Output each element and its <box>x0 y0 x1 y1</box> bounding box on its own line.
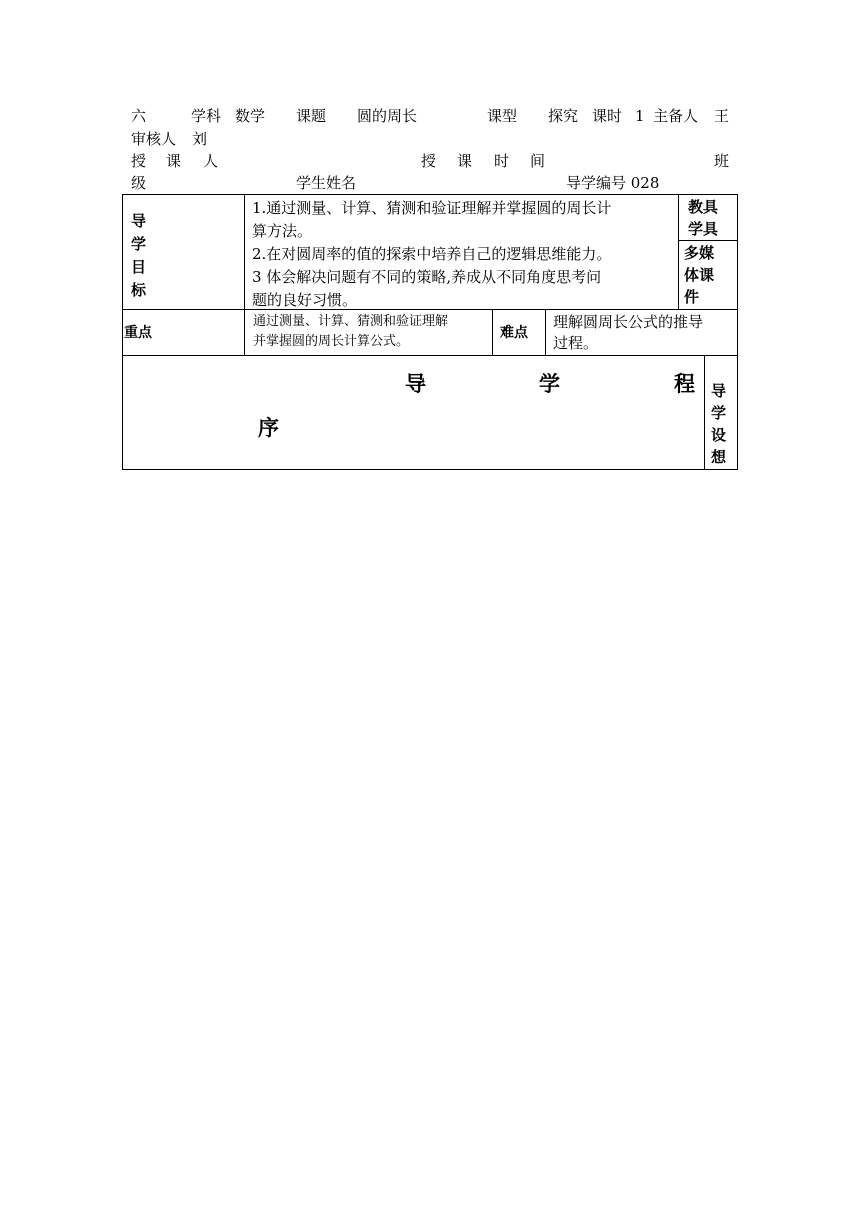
class-char-2: 级 <box>131 174 147 192</box>
media-label <box>684 242 714 308</box>
row2-divider-a <box>244 309 245 356</box>
goal-3-line-2: 题的良好习惯。 <box>252 291 358 309</box>
table-border-left <box>122 194 123 470</box>
goal-2: 2.在对圆周率的值的探索中培养自己的逻辑思维能力。 <box>252 245 612 263</box>
goals-label-char: 目 <box>131 258 147 276</box>
row1-divider-b <box>678 194 679 309</box>
table-border-right <box>737 194 738 470</box>
tools-divider <box>678 240 738 241</box>
time-char-3: 时 <box>494 152 510 170</box>
media-label-line: 件 <box>684 288 700 306</box>
reviewer-value: 刘 <box>192 130 208 148</box>
design-label-char: 导 <box>711 382 727 400</box>
grade: 六 <box>131 107 147 125</box>
teacher-char-3: 人 <box>203 152 219 170</box>
row2-divider-c <box>545 309 546 356</box>
row2-bottom <box>122 355 738 356</box>
media-label-line: 多媒 <box>684 244 715 262</box>
process-title-char-3: 程 <box>674 372 695 396</box>
goal-1-line-2: 算方法。 <box>252 222 313 240</box>
row3-divider <box>704 355 705 470</box>
tools-label-line: 学具 <box>688 220 719 238</box>
key-point-text <box>253 312 448 352</box>
table-border-top <box>122 194 738 195</box>
media-label-line: 体课 <box>684 266 715 284</box>
topic-value: 圆的周长 <box>357 107 418 125</box>
design-label-char: 设 <box>711 426 727 444</box>
time-char-1: 授 <box>421 152 437 170</box>
design-label <box>711 380 726 468</box>
design-label-char: 学 <box>711 404 727 422</box>
goals-text <box>252 197 611 312</box>
period-label: 课时 <box>592 107 623 125</box>
row1-divider-a <box>244 194 245 309</box>
table-border-bottom <box>122 469 738 470</box>
type-label: 课型 <box>487 107 518 125</box>
teacher-char-2: 课 <box>166 152 182 170</box>
subject-value: 数学 <box>235 107 266 125</box>
difficulty-text <box>553 312 703 354</box>
goals-label-char: 导 <box>131 212 147 230</box>
student-name-label: 学生姓名 <box>296 174 357 192</box>
difficulty-line: 过程。 <box>553 334 599 352</box>
tools-label <box>688 196 718 240</box>
key-point-line: 通过测量、计算、猜测和验证理解 <box>253 314 449 329</box>
reviewer-label: 审核人 <box>131 130 177 148</box>
preparer-value: 王 <box>714 107 730 125</box>
row2-divider-b <box>492 309 493 356</box>
time-char-4: 间 <box>530 152 546 170</box>
goal-3-line-1: 3 体会解决问题有不同的策略,养成从不同角度思考问 <box>252 268 602 286</box>
type-value: 探究 <box>548 107 579 125</box>
difficulty-label: 难点 <box>500 325 528 341</box>
class-char-1: 班 <box>714 152 730 170</box>
teacher-char-1: 授 <box>131 152 147 170</box>
goals-label <box>131 210 146 302</box>
difficulty-line: 理解圆周长公式的推导 <box>553 313 704 331</box>
process-title-char-1: 导 <box>405 372 426 396</box>
tools-label-line: 教具 <box>688 198 719 216</box>
time-char-2: 课 <box>457 152 473 170</box>
goals-label-char: 标 <box>131 281 147 299</box>
goals-label-char: 学 <box>131 235 147 253</box>
subject-label: 学科 <box>191 107 222 125</box>
topic-label: 课题 <box>296 107 327 125</box>
design-label-char: 想 <box>711 448 727 466</box>
code-label: 导学编号 028 <box>566 174 660 192</box>
goal-1-line-1: 1.通过测量、计算、猜测和验证理解并掌握圆的周长计 <box>252 199 612 217</box>
period-value: 1 <box>635 107 645 125</box>
process-title-char-4: 序 <box>258 416 279 440</box>
key-point-label: 重点 <box>124 325 152 341</box>
preparer-label: 主备人 <box>653 107 699 125</box>
process-title-char-2: 学 <box>539 372 560 396</box>
key-point-line: 并掌握圆的周长计算公式。 <box>253 334 410 349</box>
